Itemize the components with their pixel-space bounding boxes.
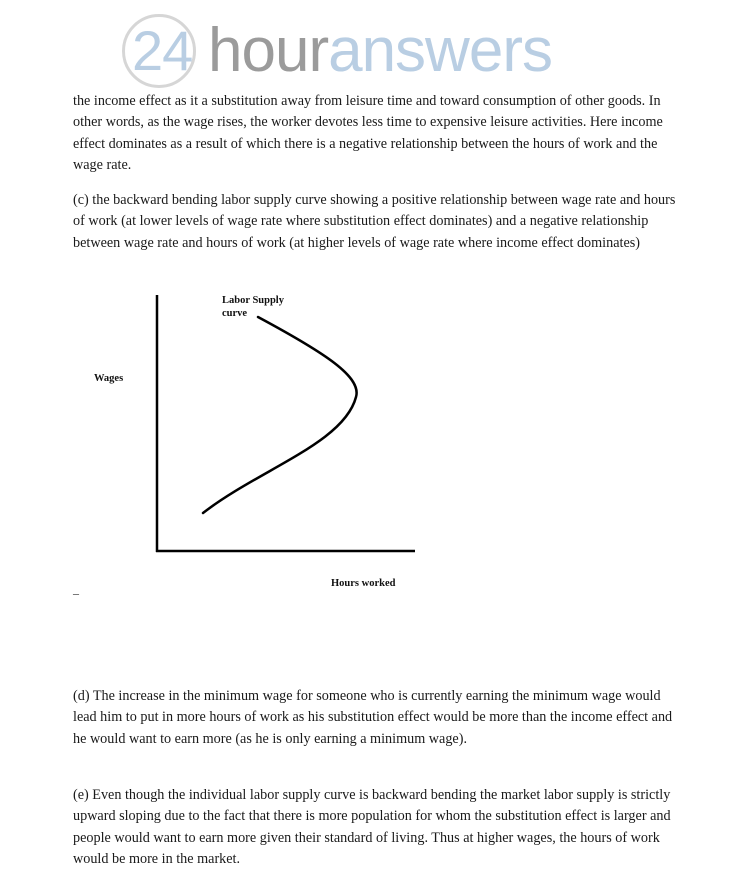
logo-wordmark [208,16,552,86]
labor-supply-curve [203,317,357,513]
labor-supply-figure [60,285,440,610]
paragraph-c: (c) the backward bending labor supply curve showing a positive relationship between wage rate and hours of work (at lower levels of wage rate where substitution effect dominates) and a negative relationship between wage rate and hours of work (at higher levels of wage rate where income effect dominates) [73,192,676,251]
stray-dash-mark: – [73,586,79,600]
logo-number: 24 [132,19,193,82]
paragraph-income-effect: the income effect as it a substitution away from leisure time and toward consumption of other goods. In other words, as the wage rises, the worker devotes less time to expensive leisure activities. Here income effect dominates as a result of which there is a negative relationship between the hours of work and the wage rate. [73,93,663,173]
curve-label [222,294,284,320]
curve-label-line1: Labor Supply [222,295,284,306]
x-axis-label: Hours worked [331,578,396,589]
paragraph-e: (e) Even though the individual labor supply curve is backward bending the market labor supply is strictly upward sloping due to the fact that there is more population for whom the substitution effect is larger and people would want to earn more given their standard of living. Thus at higher wages, the hours of work would be more in the market. [73,787,671,867]
y-axis-label: Wages [94,373,124,384]
labor-supply-graph [60,285,440,610]
watermark-logo [122,14,592,86]
curve-label-line2: curve [222,308,248,319]
logo-word-answers: answers [328,16,552,85]
logo-word-hour: hour [208,16,329,85]
paragraph-d: (d) The increase in the minimum wage for someone who is currently earning the minimum wage would lead him to put in more hours of work as his substitution effect would be more than the income effect and he would want to earn more (as he is only earning a minimum wage). [73,688,673,747]
